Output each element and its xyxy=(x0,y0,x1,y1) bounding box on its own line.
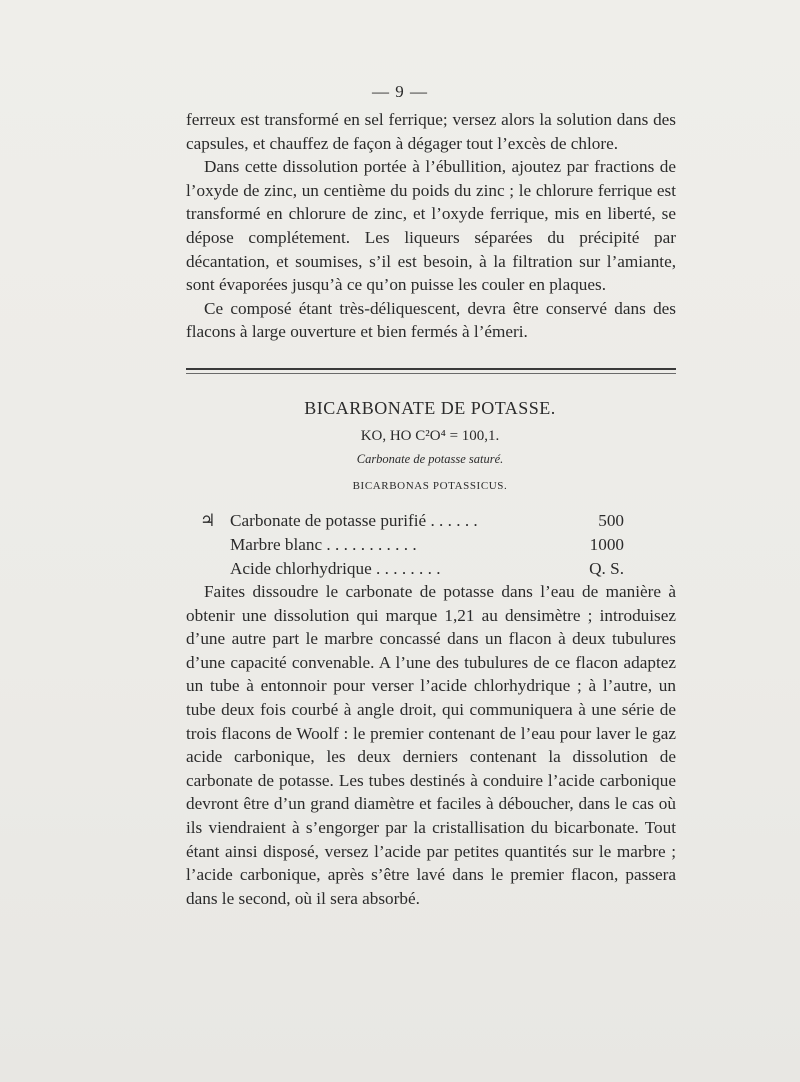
body-paragraph: Faites dissoudre le carbonate de potasse dans l’eau de manière à obtenir une dissolution qui marque 1,21 au densimètre ; introduisez d’une autre part le marbre concassé dans un flacon à deux tubulures d’une capacité convenable. A l’une des tubulures de ce flacon adaptez un tube à entonnoir pour verser l’acide chlorhydrique ; à l’autre, un tube deux fois courbé à angle droit, qui communiquera à une série de trois flacons de Woolf : le premier contenant de l’eau pour laver le gaz acide carbonique, les deux derniers contenant la dissolution de carbonate de potasse. Les tubes destinés à conduire l’acide carbonique devront être d’un grand diamètre et faciles à déboucher, dans le cas où ils viendraient à s’engorger par la cristallisation du bicarbonate. Tout étant ainsi disposé, versez l’acide par petites quantités sur le marbre ; l’acide carbonique, après s’être lavé dans le premier flacon, passera dans le second, où il sera absorbé. xyxy=(186,582,676,908)
chemical-formula: KO, HO C²O⁴ = 100,1. xyxy=(360,428,500,444)
ingredient-quantity: 500 xyxy=(598,511,624,530)
page-number: — 9 — xyxy=(372,82,428,101)
synonym: Carbonate de potasse saturé. xyxy=(356,452,504,466)
recipe-item xyxy=(196,533,636,557)
recipe-item xyxy=(196,509,636,533)
latin-name: BICARBONAS POTASSICUS. xyxy=(352,480,508,492)
intro-paragraph-3: Ce composé étant très-déliquescent, devra être conservé dans des flacons à large ouverture et bien fermés à l’émeri. xyxy=(186,298,676,342)
ingredient-name: Acide chlorhydrique . . . . . . . . xyxy=(230,559,441,578)
recipe-symbol-icon: ♃ xyxy=(200,511,216,530)
intro-text xyxy=(186,108,676,344)
intro-paragraph-1: ferreux est transformé en sel ferrique; versez alors la solution dans des capsules, et chauffez de façon à dégager tout l’excès de chlore. xyxy=(186,110,676,153)
section-divider xyxy=(186,368,676,374)
recipe-list xyxy=(196,509,636,581)
ingredient-name: Marbre blanc . . . . . . . . . . . xyxy=(230,535,417,554)
recipe-item xyxy=(196,557,636,581)
ingredient-quantity: 1000 xyxy=(589,535,624,554)
body-text xyxy=(186,580,676,910)
section-title: BICARBONATE DE POTASSE. xyxy=(304,398,556,418)
intro-paragraph-2: Dans cette dissolution portée à l’ébullition, ajoutez par fractions de l’oxyde de zinc, un centième du poids du zinc ; le chlorure ferrique est transformé en chlorure de zinc, et l’oxyde ferrique, mis en liberté, se dépose complétement. Les liqueurs séparées du précipité par décantation, et soumises, s’il est besoin, à la filtration sur l’amiante, sont évaporées jusqu’à ce qu’on puisse les couler en plaques. xyxy=(186,157,676,295)
ingredient-name: Carbonate de potasse purifié . . . . . . xyxy=(230,511,478,530)
ingredient-quantity: Q. S. xyxy=(589,559,624,578)
